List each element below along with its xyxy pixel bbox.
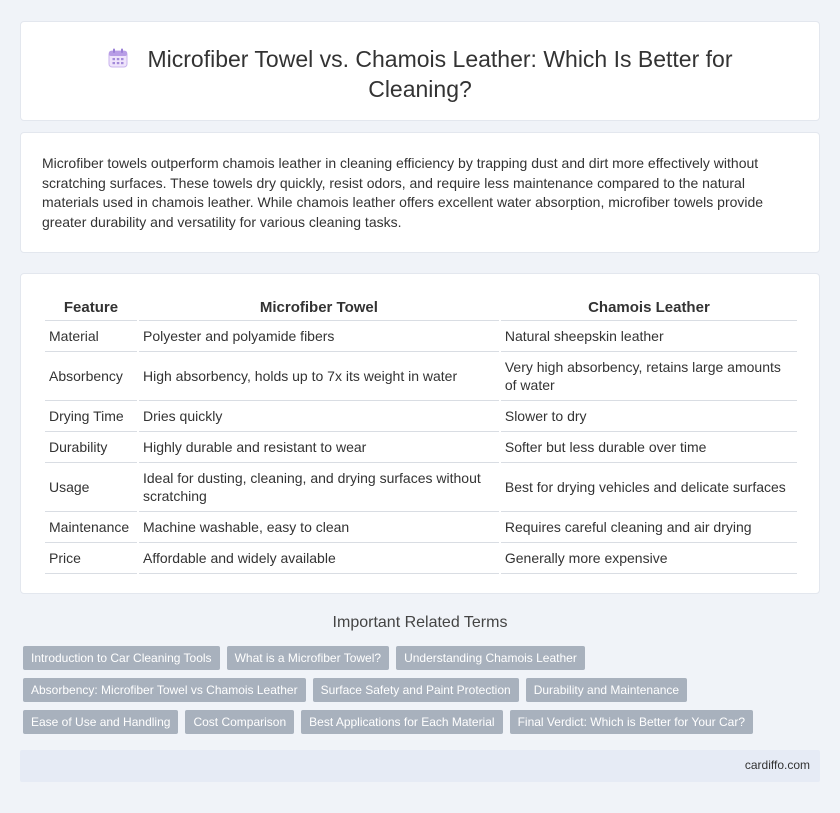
feature-cell: Maintenance: [45, 512, 137, 543]
tag-link[interactable]: Surface Safety and Paint Protection: [313, 678, 519, 702]
microfiber-cell: Machine washable, easy to clean: [139, 512, 499, 543]
feature-cell: Absorbency: [45, 352, 137, 401]
microfiber-cell: Dries quickly: [139, 401, 499, 432]
tag-link[interactable]: Absorbency: Microfiber Towel vs Chamois Leather: [23, 678, 306, 702]
page-title: Microfiber Towel vs. Chamois Leather: Which Is Better for Cleaning?: [147, 46, 733, 102]
title-card: [20, 21, 820, 121]
chamois-cell: Generally more expensive: [501, 543, 797, 574]
chamois-cell: Very high absorbency, retains large amounts of water: [501, 352, 797, 401]
tag-link[interactable]: What is a Microfiber Towel?: [227, 646, 390, 670]
feature-cell: Durability: [45, 432, 137, 463]
chamois-cell: Best for drying vehicles and delicate surfaces: [501, 463, 797, 512]
table-row: [45, 512, 797, 543]
intro-card: [20, 132, 820, 253]
chamois-cell: Natural sheepskin leather: [501, 321, 797, 352]
calendar-icon: [107, 47, 129, 69]
related-tags: [23, 646, 813, 742]
table-row: [45, 321, 797, 352]
microfiber-cell: Polyester and polyamide fibers: [139, 321, 499, 352]
tag-row: [23, 646, 813, 670]
tag-row: [23, 710, 813, 734]
tag-link[interactable]: Durability and Maintenance: [526, 678, 687, 702]
feature-cell: Drying Time: [45, 401, 137, 432]
tag-link[interactable]: Ease of Use and Handling: [23, 710, 178, 734]
header-microfiber: Microfiber Towel: [139, 295, 499, 321]
table-row: [45, 401, 797, 432]
microfiber-cell: Highly durable and resistant to wear: [139, 432, 499, 463]
chamois-cell: Slower to dry: [501, 401, 797, 432]
tag-link[interactable]: Understanding Chamois Leather: [396, 646, 585, 670]
related-terms-heading: Important Related Terms: [332, 614, 508, 631]
chamois-cell: Softer but less durable over time: [501, 432, 797, 463]
table-row: [45, 463, 797, 512]
header-chamois: Chamois Leather: [501, 295, 797, 321]
footer-bar: [20, 750, 820, 782]
tag-link[interactable]: Introduction to Car Cleaning Tools: [23, 646, 220, 670]
feature-cell: Material: [45, 321, 137, 352]
microfiber-cell: Affordable and widely available: [139, 543, 499, 574]
chamois-cell: Requires careful cleaning and air drying: [501, 512, 797, 543]
comparison-table: [43, 295, 799, 574]
tag-link[interactable]: Cost Comparison: [185, 710, 294, 734]
table-row: [45, 432, 797, 463]
feature-cell: Price: [45, 543, 137, 574]
tag-link[interactable]: Best Applications for Each Material: [301, 710, 502, 734]
microfiber-cell: High absorbency, holds up to 7x its weight in water: [139, 352, 499, 401]
page-title-wrap: [91, 44, 749, 104]
microfiber-cell: Ideal for dusting, cleaning, and drying surfaces without scratching: [139, 463, 499, 512]
tag-link[interactable]: Final Verdict: Which is Better for Your Car?: [510, 710, 753, 734]
footer-site-link[interactable]: cardiffo.com: [744, 758, 810, 772]
tag-row: [23, 678, 813, 702]
header-feature: Feature: [45, 295, 137, 321]
table-row: [45, 543, 797, 574]
comparison-card: [20, 273, 820, 594]
table-row: [45, 352, 797, 401]
table-header-row: [45, 295, 797, 321]
intro-paragraph: Microfiber towels outperform chamois leather in cleaning efficiency by trapping dust and dirt more effectively without scratching surfaces. These towels dry quickly, resist odors, and require less maintenance compared to the natural materials used in chamois leather. While chamois leather offers excellent water absorption, microfiber towels provide greater durability and versatility for various cleaning tasks.: [42, 155, 764, 230]
feature-cell: Usage: [45, 463, 137, 512]
